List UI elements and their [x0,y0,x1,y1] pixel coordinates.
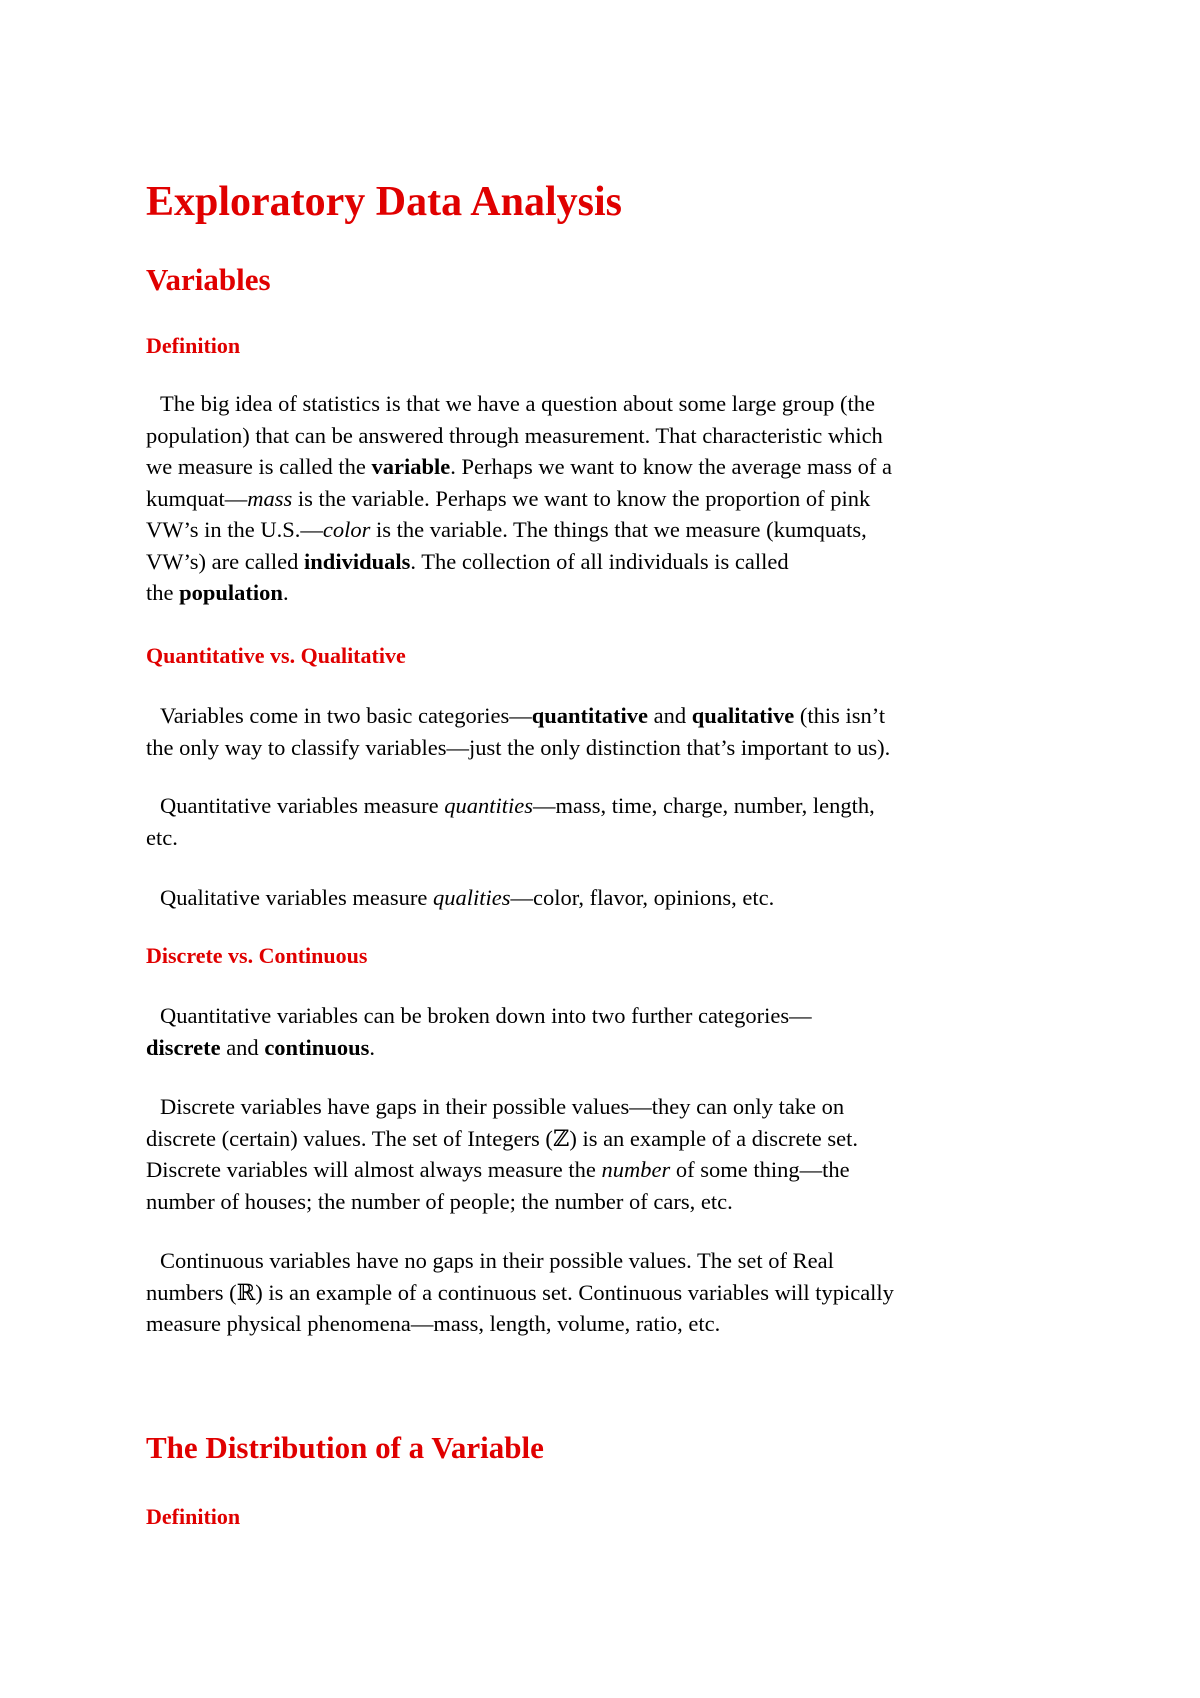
paragraph-quantitative [146,790,1066,853]
text-line: measure physical phenomena—mass, length, volume, ratio, etc. [146,1311,721,1336]
term-continuous: continuous [264,1034,370,1060]
text-line: population) that can be answered through measurement. That characteristic which [146,422,883,448]
text-line: the population. [146,580,289,605]
term-qualitative: qualitative [691,703,795,728]
text-line: VW’s in the U.S.—color is the variable. The things that we measure (kumquats, [146,517,867,542]
subheading-definition-2: Definition [146,1504,241,1529]
subheading-discrete-vs-continuous: Discrete vs. Continuous [146,943,368,968]
text-line: Discrete variables have gaps in their possible values—they can only take on [160,1094,845,1119]
emphasis-number: number [601,1157,671,1182]
document-title: Exploratory Data Analysis [146,179,623,225]
text-line: numbers (ℝ) is an example of a continuous set. Continuous variables will typically [146,1279,894,1305]
text-line: Variables come in two basic categories—quantitative and qualitative (this isn’t [160,703,886,728]
text-line: Qualitative variables measure qualities—color, flavor, opinions, etc. [160,885,775,910]
paragraph-qualitative [146,882,1066,914]
paragraph-definition [146,388,1066,609]
text-line: Quantitative variables measure quantities—mass, time, charge, number, length, [160,793,875,818]
term-quantitative: quantitative [531,703,649,728]
text-line: Discrete variables will almost always measure the number of some thing—the [146,1157,850,1182]
text-line: VW’s) are called individuals. The collection of all individuals is called [146,548,789,574]
text-line: kumquat—mass is the variable. Perhaps we want to know the proportion of pink [146,485,871,511]
term-population: population [179,580,283,605]
paragraph-discrete [146,1091,1066,1217]
text-line: the only way to classify variables—just the only distinction that’s important to us). [146,734,891,760]
text-line: we measure is called the variable. Perhaps we want to know the average mass of a [146,454,893,479]
subheading-definition: Definition [146,333,241,358]
text-line: Quantitative variables can be broken down into two further categories— [160,1003,812,1028]
paragraph-quantitative-categories [146,1000,1066,1063]
text-line: discrete (certain) values. The set of Integers (ℤ) is an example of a discrete set. [146,1125,858,1151]
text-line: number of houses; the number of people; the number of cars, etc. [146,1188,733,1214]
term-discrete: discrete [146,1034,221,1060]
section-heading-variables: Variables [146,262,271,297]
emphasis-qualities: qualities [433,885,511,910]
text-line: The big idea of statistics is that we have a question about some large group (the [160,391,876,416]
term-variable: variable [371,454,451,479]
emphasis-color: color [322,517,371,542]
paragraph-categories [146,700,1066,763]
paragraph-continuous [146,1245,1066,1340]
subheading-quantitative-vs-qualitative: Quantitative vs. Qualitative [146,643,406,668]
emphasis-quantities: quantities [444,793,534,818]
text-line: Continuous variables have no gaps in their possible values. The set of Real [160,1248,834,1273]
section-heading-distribution: The Distribution of a Variable [146,1430,544,1465]
term-individuals: individuals [304,548,411,574]
text-line: etc. [146,824,178,850]
text-line: discrete and continuous. [146,1034,375,1060]
emphasis-mass: mass [247,485,293,511]
